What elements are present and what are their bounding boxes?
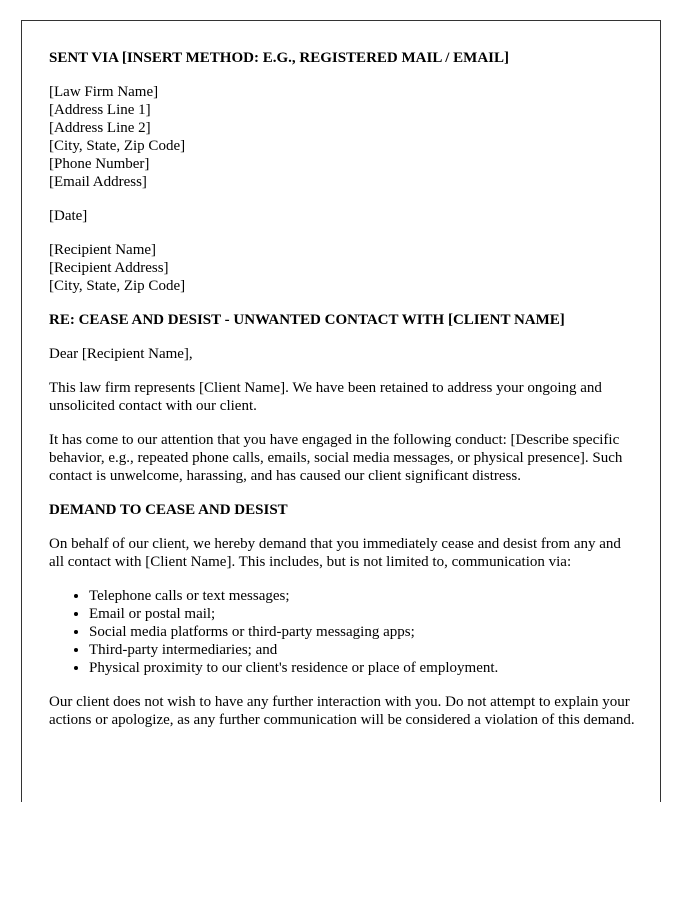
send-via-line: SENT VIA [INSERT METHOD: E.G., REGISTERED MAIL / EMAIL]	[49, 50, 509, 66]
letter-content	[49, 49, 639, 745]
recipient-name: [Recipient Name]	[49, 242, 157, 258]
list-item: • Third-party intermediaries; and	[89, 641, 639, 659]
salutation: Dear [Recipient Name],	[49, 346, 193, 362]
sender-phone: [Phone Number]	[49, 156, 150, 172]
paragraph-demand: On behalf of our client, we hereby demand that you immediately cease and desist from any and all contact with [Client Name]. This includes, but is not limited to, communication via:	[49, 536, 621, 570]
sender-address-line-1: [Address Line 1]	[49, 102, 151, 118]
list-item: • Email or postal mail;	[89, 605, 639, 623]
recipient-block	[49, 241, 639, 295]
paragraph-representation: This law firm represents [Client Name]. We have been retained to address your ongoing and unsolicited contact with our client.	[49, 380, 602, 414]
sender-city-state-zip: [City, State, Zip Code]	[49, 138, 186, 154]
sender-block	[49, 83, 639, 191]
letter-date: [Date]	[49, 208, 88, 224]
recipient-city-state-zip: [City, State, Zip Code]	[49, 278, 186, 294]
re-line: RE: CEASE AND DESIST - UNWANTED CONTACT WITH [CLIENT NAME]	[49, 312, 565, 328]
sender-email: [Email Address]	[49, 174, 147, 190]
letter-page	[21, 20, 661, 802]
communication-list	[49, 587, 639, 677]
list-item: • Physical proximity to our client's residence or place of employment.	[89, 659, 639, 677]
list-item: • Telephone calls or text messages;	[89, 587, 639, 605]
recipient-address: [Recipient Address]	[49, 260, 169, 276]
demand-heading: DEMAND TO CEASE AND DESIST	[49, 502, 288, 518]
sender-firm-name: [Law Firm Name]	[49, 84, 159, 100]
paragraph-no-contact: Our client does not wish to have any further interaction with you. Do not attempt to explain your actions or apologize, as any further communication will be considered a violation of this demand.	[49, 694, 635, 728]
sender-address-line-2: [Address Line 2]	[49, 120, 151, 136]
list-item: • Social media platforms or third-party messaging apps;	[89, 623, 639, 641]
paragraph-conduct: It has come to our attention that you have engaged in the following conduct: [Describe specific behavior, e.g., repeated phone calls, emails, social media messages, or physical presence]. Such contact is unwelcome, harassing, and has caused our client significant distress.	[49, 432, 623, 484]
